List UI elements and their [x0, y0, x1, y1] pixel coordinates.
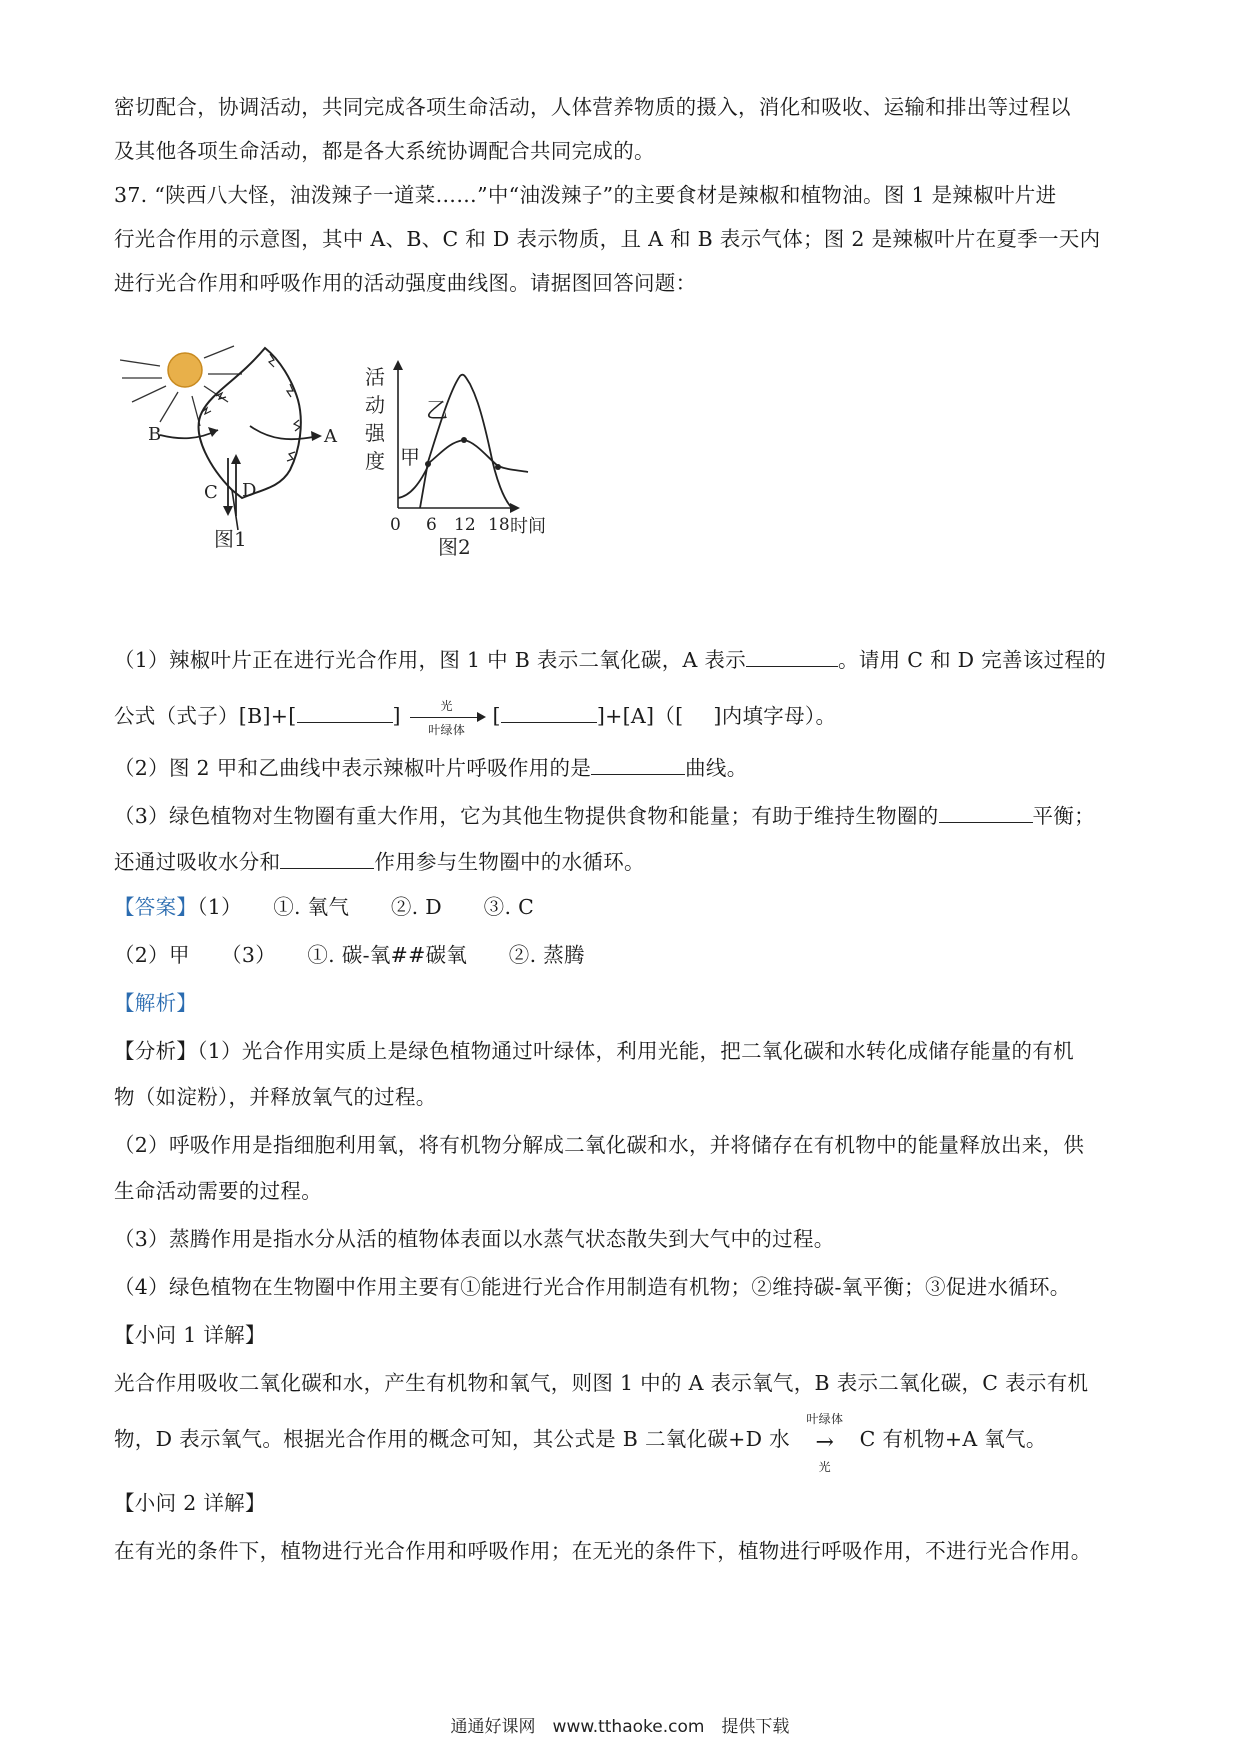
reaction-arrow: 叶绿体 → 光	[806, 1411, 844, 1474]
x-axis-label: 时间	[510, 516, 546, 537]
paragraph-line: 密切配合，协调活动，共同完成各项生命活动，人体营养物质的摄入，消化和吸收、运输和排出等过程以	[114, 95, 1071, 119]
answer-blank	[501, 700, 597, 723]
intersection-point	[495, 464, 501, 470]
analysis-line: 【分析】（1）光合作用实质上是绿色植物通过叶绿体，利用光能，把二氧化碳和水转化成储存能量的有机	[114, 1039, 1074, 1063]
answer-tag: 【答案】	[114, 895, 198, 919]
question-37-line: 进行光合作用和呼吸作用的活动强度曲线图。请据图回答问题：	[114, 271, 697, 295]
question-37-line: 行光合作用的示意图，其中 A、B、C 和 D 表示物质，且 A 和 B 表示气体；图 2 是辣椒叶片在夏季一天内	[114, 227, 1101, 251]
label-d: D	[242, 480, 257, 501]
paragraph-line: 及其他各项生命活动，都是各大系统协调配合共同完成的。	[114, 139, 655, 163]
curve-yi-label: 乙	[426, 399, 449, 424]
leaf-shape	[199, 348, 301, 498]
page-footer: 通通好课网 www.tthaoke.com 提供下载	[450, 1717, 790, 1737]
answer-line: （2）甲 （3） ①. 碳-氧##碳氧 ②. 蒸腾	[114, 943, 585, 967]
analysis-line: 生命活动需要的过程。	[114, 1179, 322, 1203]
detail-2-tag: 【小问 2 详解】	[114, 1491, 266, 1515]
answer-line: 【答案】（1） ①. 氧气 ②. D ③. C	[114, 895, 535, 919]
y-label-char: 活	[365, 365, 385, 389]
sub-question-3: （3）绿色植物对生物圈有重大作用，它为其他生物提供食物和能量；有助于维持生物圈的 平衡；	[114, 800, 1134, 831]
detail-1-tag: 【小问 1 详解】	[114, 1323, 266, 1347]
sub-question-2: （2）图 2 甲和乙曲线中表示辣椒叶片呼吸作用的是 曲线。	[114, 752, 1134, 783]
detail-1-line: 光合作用吸收二氧化碳和水，产生有机物和氧气，则图 1 中的 A 表示氧气，B 表示二氧化碳，C 表示有机	[114, 1371, 1089, 1395]
y-axis-arrow	[393, 360, 403, 370]
analysis-line: 物（如淀粉），并释放氧气的过程。	[114, 1085, 437, 1109]
answer-blank	[939, 800, 1033, 823]
arrow-a-head	[311, 431, 322, 441]
arrow-a	[250, 426, 318, 439]
y-label-char: 强	[365, 421, 385, 445]
detail-1-line: 物，D 表示氧气。根据光合作用的概念可知，其公式是 B 二氧化碳+D 水 叶绿体 → 光 C 有机物+A 氧气。	[114, 1411, 1047, 1474]
analysis-line: （2）呼吸作用是指细胞利用氧，将有机物分解成二氧化碳和水，并将储存在有机物中的能量释放出来，供	[114, 1133, 1085, 1157]
figure1-caption: 图1	[214, 527, 247, 551]
figure2-caption: 图2	[438, 535, 471, 559]
x-tick-label: 0	[390, 515, 401, 535]
analysis-line: （4）绿色植物在生物圈中作用主要有①能进行光合作用制造有机物；②维持碳-氧平衡；③促进水循环。	[114, 1275, 1071, 1299]
x-tick-label: 18	[488, 515, 510, 535]
y-label-char: 动	[365, 393, 385, 417]
sun-icon	[120, 346, 242, 426]
answer-blank	[591, 752, 685, 775]
sub-question-1: （1）辣椒叶片正在进行光合作用，图 1 中 B 表示二氧化碳，A 表示 。请用 C 和 D 完善该过程的	[114, 644, 1134, 675]
label-c: C	[204, 482, 218, 503]
intersection-point	[425, 461, 431, 467]
curve-jia-label: 甲	[400, 445, 420, 469]
label-b: B	[148, 424, 162, 445]
x-tick-label: 6	[426, 515, 437, 535]
sub-question-3: 还通过吸收水分和 作用参与生物圈中的水循环。	[114, 846, 1134, 877]
x-tick-label: 12	[454, 515, 476, 535]
answer-blank	[297, 700, 393, 723]
answer-blank	[746, 644, 838, 667]
analysis-line: （3）蒸腾作用是指水分从活的植物体表面以水蒸气状态散失到大气中的过程。	[114, 1227, 835, 1251]
arrow-c-head	[223, 506, 233, 516]
peak-point	[461, 437, 467, 443]
label-a: A	[324, 426, 337, 447]
figures	[120, 340, 660, 630]
question-37-line: 37. “陕西八大怪，油泼辣子一道菜……”中“油泼辣子”的主要食材是辣椒和植物油。图 1 是辣椒叶片进	[114, 183, 1057, 207]
leaf-stem	[232, 490, 238, 530]
answer-blank	[280, 846, 374, 869]
arrow-d-head	[231, 454, 241, 464]
arrow-b-head	[208, 427, 218, 437]
arrow-b	[160, 430, 218, 438]
y-label-char: 度	[365, 449, 385, 473]
explanation-tag: 【解析】	[114, 991, 198, 1015]
figure-svg	[120, 340, 660, 630]
sub-question-1-formula: 公式（式子）[B]+[ ] 光 叶绿体 [ ]+[A]（[ ]内填字母）。	[114, 698, 837, 737]
detail-2-line: 在有光的条件下，植物进行光合作用和呼吸作用；在无光的条件下，植物进行呼吸作用，不进行光合作用。	[114, 1539, 1092, 1563]
reaction-arrow: 光 叶绿体	[408, 703, 486, 733]
